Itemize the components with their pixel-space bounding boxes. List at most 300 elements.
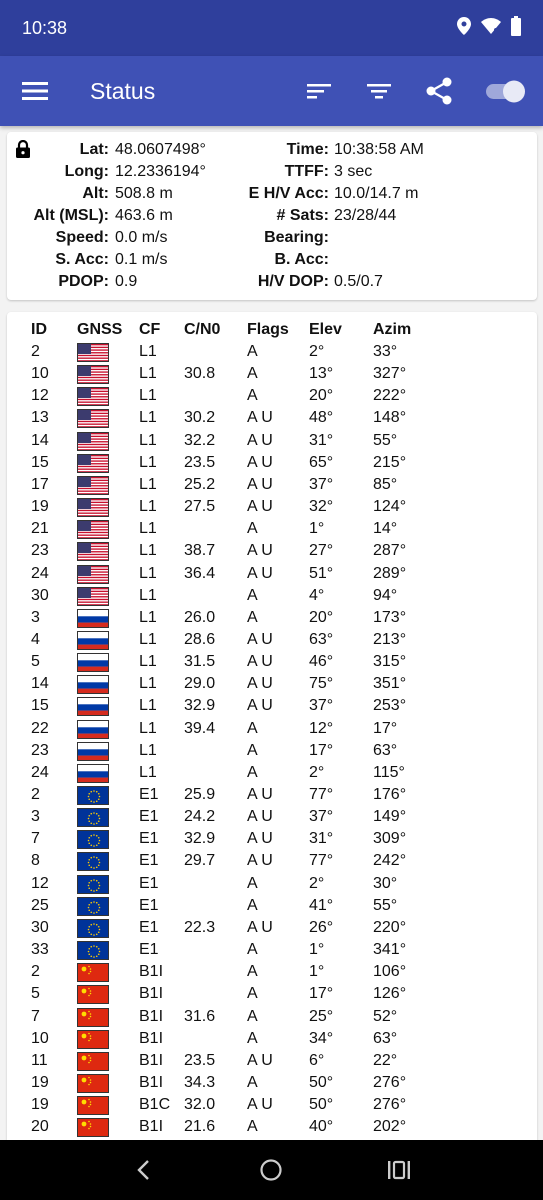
cell-id: 14	[31, 675, 49, 693]
cell-cn0: 27.5	[184, 498, 216, 516]
cell-id: 5	[31, 653, 40, 671]
cell-elev: 6°	[309, 1051, 325, 1069]
cell-azim: 52°	[373, 1007, 398, 1025]
flag-usa-icon	[77, 542, 109, 561]
cell-cf: L1	[139, 387, 157, 405]
cell-cn0: 32.9	[184, 697, 216, 715]
cell-cf: L1	[139, 542, 157, 560]
header-cn0[interactable]: C/N0	[184, 321, 221, 338]
flag-russia-icon	[77, 742, 109, 761]
table-row	[7, 718, 537, 740]
cell-flags: A	[247, 365, 258, 383]
cell-azim: 126°	[373, 985, 407, 1003]
cell-cn0: 29.0	[184, 675, 216, 693]
cell-azim: 14°	[373, 520, 398, 538]
cell-cf: L1	[139, 653, 157, 671]
cell-id: 2	[31, 963, 40, 981]
flag-eu-icon	[77, 875, 109, 894]
cell-elev: 26°	[309, 918, 334, 936]
filter-icon[interactable]	[349, 56, 409, 126]
cell-elev: 50°	[309, 1096, 334, 1114]
cell-cn0: 31.6	[184, 1007, 216, 1025]
cell-cn0: 29.7	[184, 852, 216, 870]
info-value: 0.1 m/s	[115, 251, 168, 268]
info-label: Long:	[64, 163, 109, 180]
cell-elev: 37°	[309, 475, 334, 493]
cell-flags: A U	[247, 498, 273, 516]
info-value: 0.5/0.7	[334, 273, 383, 290]
cell-cn0: 21.6	[184, 1118, 216, 1136]
table-row	[7, 563, 537, 585]
table-row	[7, 740, 537, 762]
flag-russia-icon	[77, 631, 109, 650]
cell-flags: A	[247, 1118, 258, 1136]
info-row	[7, 183, 537, 205]
table-row	[7, 518, 537, 540]
cell-cf: L1	[139, 741, 157, 759]
cell-id: 24	[31, 763, 49, 781]
cell-flags: A	[247, 941, 258, 959]
table-row	[7, 1006, 537, 1028]
cell-id: 12	[31, 874, 49, 892]
cell-cf: L1	[139, 675, 157, 693]
table-row	[7, 629, 537, 651]
cell-elev: 77°	[309, 852, 334, 870]
table-row	[7, 1116, 537, 1138]
table-row	[7, 895, 537, 917]
cell-flags: A U	[247, 453, 273, 471]
flag-china-icon	[77, 985, 109, 1004]
cell-cn0: 28.6	[184, 630, 216, 648]
cell-cn0: 30.2	[184, 409, 216, 427]
cell-id: 7	[31, 1007, 40, 1025]
info-label: Lat:	[79, 141, 109, 158]
cell-cf: L1	[139, 719, 157, 737]
cell-id: 8	[31, 852, 40, 870]
table-row	[7, 850, 537, 872]
cell-elev: 51°	[309, 564, 334, 582]
cell-cf: B1I	[139, 963, 164, 981]
cell-flags: A	[247, 1029, 258, 1047]
cell-cf: L1	[139, 475, 157, 493]
cell-cf: L1	[139, 453, 157, 471]
cell-elev: 4°	[309, 586, 325, 604]
cell-azim: 276°	[373, 1096, 407, 1114]
cell-cn0: 23.5	[184, 1051, 216, 1069]
flag-russia-icon	[77, 720, 109, 739]
table-row	[7, 939, 537, 961]
flag-usa-icon	[77, 387, 109, 406]
cell-elev: 12°	[309, 719, 334, 737]
info-value: 3 sec	[334, 163, 373, 180]
cell-flags: A U	[247, 542, 273, 560]
cell-cn0: 39.4	[184, 719, 216, 737]
cell-flags: A	[247, 387, 258, 405]
info-label: Time:	[286, 141, 329, 158]
info-label: Bearing:	[264, 229, 329, 246]
table-row	[7, 828, 537, 850]
cell-id: 19	[31, 1096, 49, 1114]
cell-elev: 25°	[309, 1007, 334, 1025]
cell-cf: L1	[139, 564, 157, 582]
cell-elev: 75°	[309, 675, 334, 693]
cell-cn0: 31.5	[184, 653, 216, 671]
cell-flags: A U	[247, 630, 273, 648]
flag-usa-icon	[77, 432, 109, 451]
cell-azim: 17°	[373, 719, 398, 737]
cell-azim: 315°	[373, 653, 407, 671]
wifi-icon	[481, 18, 501, 39]
table-row	[7, 540, 537, 562]
cell-flags: A U	[247, 431, 273, 449]
table-row	[7, 607, 537, 629]
table-row	[7, 983, 537, 1005]
info-label: H/V DOP:	[257, 273, 329, 290]
cell-azim: 176°	[373, 786, 407, 803]
info-value: 463.6 m	[115, 207, 173, 224]
cell-azim: 55°	[373, 431, 398, 449]
cell-flags: A U	[247, 409, 273, 427]
cell-azim: 22°	[373, 1051, 398, 1069]
header-id[interactable]: ID	[31, 321, 47, 338]
flag-eu-icon	[77, 830, 109, 849]
cell-elev: 40°	[309, 1118, 334, 1136]
cell-id: 19	[31, 1073, 49, 1091]
flag-usa-icon	[77, 409, 109, 428]
cell-flags: A	[247, 741, 258, 759]
cell-azim: 351°	[373, 675, 407, 693]
table-row	[7, 452, 537, 474]
app-bar	[0, 56, 543, 126]
cell-cf: E1	[139, 918, 159, 936]
cell-cf: B1C	[139, 1096, 171, 1114]
system-nav-bar	[0, 1140, 543, 1200]
cell-flags: A U	[247, 697, 273, 715]
table-row	[7, 1028, 537, 1050]
flag-usa-icon	[77, 365, 109, 384]
cell-cf: E1	[139, 830, 159, 848]
cell-cf: L1	[139, 409, 157, 427]
share-icon[interactable]	[409, 56, 469, 126]
header-azim[interactable]: Azim	[373, 321, 412, 338]
header-elev[interactable]: Elev	[309, 321, 342, 338]
info-label: Alt:	[82, 185, 109, 202]
flag-usa-icon	[77, 498, 109, 517]
cell-id: 30	[31, 918, 49, 936]
cell-elev: 17°	[309, 985, 334, 1003]
cell-id: 15	[31, 697, 49, 715]
info-row	[7, 139, 537, 161]
cell-flags: A U	[247, 1051, 273, 1069]
flag-china-icon	[77, 963, 109, 982]
info-row	[7, 161, 537, 183]
cell-flags: A	[247, 1007, 258, 1025]
flag-eu-icon	[77, 852, 109, 871]
header-flags[interactable]: Flags	[247, 321, 289, 338]
flag-china-icon	[77, 1118, 109, 1137]
flag-eu-icon	[77, 919, 109, 938]
cell-azim: 149°	[373, 808, 407, 826]
cell-flags: A	[247, 874, 258, 892]
recents-icon[interactable]	[369, 1140, 429, 1200]
cell-azim: 289°	[373, 564, 407, 582]
info-value: 508.8 m	[115, 185, 173, 202]
cell-elev: 20°	[309, 608, 334, 626]
cell-cn0: 32.2	[184, 431, 216, 449]
info-value: 23/28/44	[334, 207, 397, 224]
cell-flags: A U	[247, 830, 273, 848]
info-value: 12.2336194°	[115, 163, 206, 180]
info-label: TTFF:	[284, 163, 329, 180]
satellite-table	[7, 312, 537, 1152]
cell-flags: A U	[247, 786, 273, 803]
cell-elev: 32°	[309, 498, 334, 516]
cell-flags: A U	[247, 918, 273, 936]
cell-elev: 27°	[309, 542, 334, 560]
cell-elev: 31°	[309, 431, 334, 449]
flag-china-icon	[77, 1096, 109, 1115]
cell-id: 2	[31, 343, 40, 360]
toggle-switch[interactable]	[469, 56, 543, 126]
cell-elev: 37°	[309, 808, 334, 826]
table-row	[7, 762, 537, 784]
cell-azim: 287°	[373, 542, 407, 560]
cell-azim: 213°	[373, 630, 407, 648]
cell-azim: 106°	[373, 963, 407, 981]
cell-id: 10	[31, 1029, 49, 1047]
cell-elev: 1°	[309, 520, 325, 538]
cell-cf: L1	[139, 431, 157, 449]
table-row	[7, 784, 537, 806]
info-value: 10.0/14.7 m	[334, 185, 419, 202]
cell-azim: 327°	[373, 365, 407, 383]
cell-flags: A	[247, 343, 258, 360]
cell-cf: L1	[139, 608, 157, 626]
table-row	[7, 407, 537, 429]
cell-elev: 2°	[309, 343, 325, 360]
location-icon	[457, 17, 471, 40]
cell-flags: A U	[247, 475, 273, 493]
cell-cf: L1	[139, 586, 157, 604]
flag-eu-icon	[77, 808, 109, 827]
cell-elev: 34°	[309, 1029, 334, 1047]
header-cf[interactable]: CF	[139, 321, 161, 338]
cell-azim: 115°	[373, 763, 405, 781]
cell-azim: 148°	[373, 409, 407, 427]
cell-elev: 2°	[309, 763, 325, 781]
info-label: S. Acc:	[55, 251, 109, 268]
cell-azim: 220°	[373, 918, 407, 936]
cell-azim: 30°	[373, 874, 398, 892]
cell-flags: A U	[247, 808, 273, 826]
cell-cf: L1	[139, 763, 157, 781]
table-header	[7, 319, 537, 341]
header-gnss[interactable]: GNSS	[77, 321, 123, 338]
cell-id: 24	[31, 564, 49, 582]
menu-icon[interactable]	[0, 56, 70, 126]
info-value: 10:38:58 AM	[334, 141, 424, 158]
cell-azim: 309°	[373, 830, 407, 848]
info-label: Speed:	[55, 229, 109, 246]
cell-cn0: 22.3	[184, 918, 216, 936]
cell-cf: E1	[139, 852, 159, 870]
cell-id: 23	[31, 741, 49, 759]
table-row	[7, 917, 537, 939]
cell-flags: A U	[247, 564, 273, 582]
cell-cn0: 30.8	[184, 365, 216, 383]
cell-azim: 33°	[373, 343, 398, 360]
cell-cf: B1I	[139, 1118, 164, 1136]
cell-azim: 55°	[373, 896, 398, 914]
cell-id: 2	[31, 786, 40, 803]
cell-id: 19	[31, 498, 49, 516]
cell-cf: E1	[139, 786, 159, 803]
cell-id: 11	[31, 1051, 48, 1069]
table-row	[7, 806, 537, 828]
cell-cf: L1	[139, 343, 157, 360]
cell-flags: A	[247, 763, 258, 781]
info-label: PDOP:	[58, 273, 109, 290]
info-label: E H/V Acc:	[248, 185, 329, 202]
cell-elev: 13°	[309, 365, 334, 383]
cell-id: 7	[31, 830, 40, 848]
cell-azim: 124°	[373, 498, 407, 516]
cell-id: 17	[31, 475, 49, 493]
info-row	[7, 271, 537, 293]
cell-elev: 37°	[309, 697, 334, 715]
cell-flags: A	[247, 719, 258, 737]
cell-id: 4	[31, 630, 40, 648]
back-icon[interactable]	[114, 1140, 174, 1200]
cell-id: 30	[31, 586, 49, 604]
home-icon[interactable]	[241, 1140, 301, 1200]
cell-id: 20	[31, 1118, 49, 1136]
table-row	[7, 673, 537, 695]
cell-cf: B1I	[139, 1051, 164, 1069]
flag-eu-icon	[77, 897, 109, 916]
flag-russia-icon	[77, 764, 109, 783]
cell-azim: 222°	[373, 387, 407, 405]
cell-elev: 17°	[309, 741, 334, 759]
flag-eu-icon	[77, 786, 109, 805]
cell-cf: E1	[139, 808, 159, 826]
table-row	[7, 695, 537, 717]
table-row	[7, 585, 537, 607]
cell-cn0: 23.5	[184, 453, 216, 471]
cell-flags: A	[247, 896, 258, 914]
cell-cf: L1	[139, 630, 157, 648]
cell-elev: 1°	[309, 941, 325, 959]
cell-cf: B1I	[139, 985, 164, 1003]
location-info-card	[7, 132, 537, 300]
cell-flags: A U	[247, 675, 273, 693]
info-row	[7, 227, 537, 249]
cell-cn0: 24.2	[184, 808, 216, 826]
cell-id: 14	[31, 431, 49, 449]
cell-azim: 202°	[373, 1118, 407, 1136]
flag-china-icon	[77, 1052, 109, 1071]
cell-azim: 253°	[373, 697, 407, 715]
cell-cf: E1	[139, 941, 159, 959]
cell-elev: 46°	[309, 653, 334, 671]
cell-azim: 63°	[373, 741, 398, 759]
cell-cn0: 26.0	[184, 608, 216, 626]
cell-id: 5	[31, 985, 40, 1003]
flag-china-icon	[77, 1008, 109, 1027]
cell-flags: A	[247, 586, 258, 604]
cell-flags: A	[247, 520, 258, 538]
table-row	[7, 430, 537, 452]
cell-cn0: 25.9	[184, 786, 216, 803]
table-row	[7, 341, 537, 363]
flag-usa-icon	[77, 454, 109, 473]
cell-cn0: 34.3	[184, 1073, 216, 1091]
cell-cf: E1	[139, 874, 159, 892]
battery-icon	[511, 16, 521, 41]
flag-china-icon	[77, 1030, 109, 1049]
cell-cn0: 36.4	[184, 564, 216, 582]
page-title: Status	[90, 77, 156, 104]
info-label: # Sats:	[276, 207, 329, 224]
flag-usa-icon	[77, 520, 109, 539]
cell-azim: 94°	[373, 586, 398, 604]
cell-azim: 215°	[373, 453, 407, 471]
cell-id: 10	[31, 365, 49, 383]
cell-id: 15	[31, 453, 49, 471]
table-row	[7, 961, 537, 983]
cell-flags: A U	[247, 1096, 273, 1114]
flag-russia-icon	[77, 697, 109, 716]
cell-cf: B1I	[139, 1029, 164, 1047]
flag-usa-icon	[77, 476, 109, 495]
cell-id: 23	[31, 542, 49, 560]
cell-cf: L1	[139, 697, 157, 715]
table-row	[7, 363, 537, 385]
info-row	[7, 205, 537, 227]
cell-azim: 341°	[373, 941, 407, 959]
cell-cn0: 32.0	[184, 1096, 216, 1114]
table-row	[7, 1072, 537, 1094]
info-value: 48.0607498°	[115, 141, 206, 158]
flag-russia-icon	[77, 653, 109, 672]
cell-azim: 85°	[373, 475, 398, 493]
cell-cf: L1	[139, 498, 157, 516]
cell-id: 12	[31, 387, 49, 405]
cell-elev: 65°	[309, 453, 334, 471]
cell-id: 13	[31, 409, 49, 427]
cell-elev: 20°	[309, 387, 334, 405]
info-label: Alt (MSL):	[33, 207, 109, 224]
sort-icon[interactable]	[289, 56, 349, 126]
flag-russia-icon	[77, 675, 109, 694]
table-row	[7, 873, 537, 895]
cell-cf: L1	[139, 365, 157, 383]
cell-cf: L1	[139, 520, 157, 538]
cell-flags: A	[247, 963, 258, 981]
cell-flags: A U	[247, 852, 273, 870]
system-status-bar	[0, 0, 543, 56]
info-label: B. Acc:	[274, 251, 329, 268]
clock: 10:38	[22, 17, 68, 38]
flag-russia-icon	[77, 609, 109, 628]
cell-elev: 63°	[309, 630, 334, 648]
cell-cf: B1I	[139, 1073, 164, 1091]
cell-id: 21	[31, 520, 49, 538]
cell-id: 33	[31, 941, 49, 959]
cell-cn0: 32.9	[184, 830, 216, 848]
table-row	[7, 385, 537, 407]
table-row	[7, 474, 537, 496]
